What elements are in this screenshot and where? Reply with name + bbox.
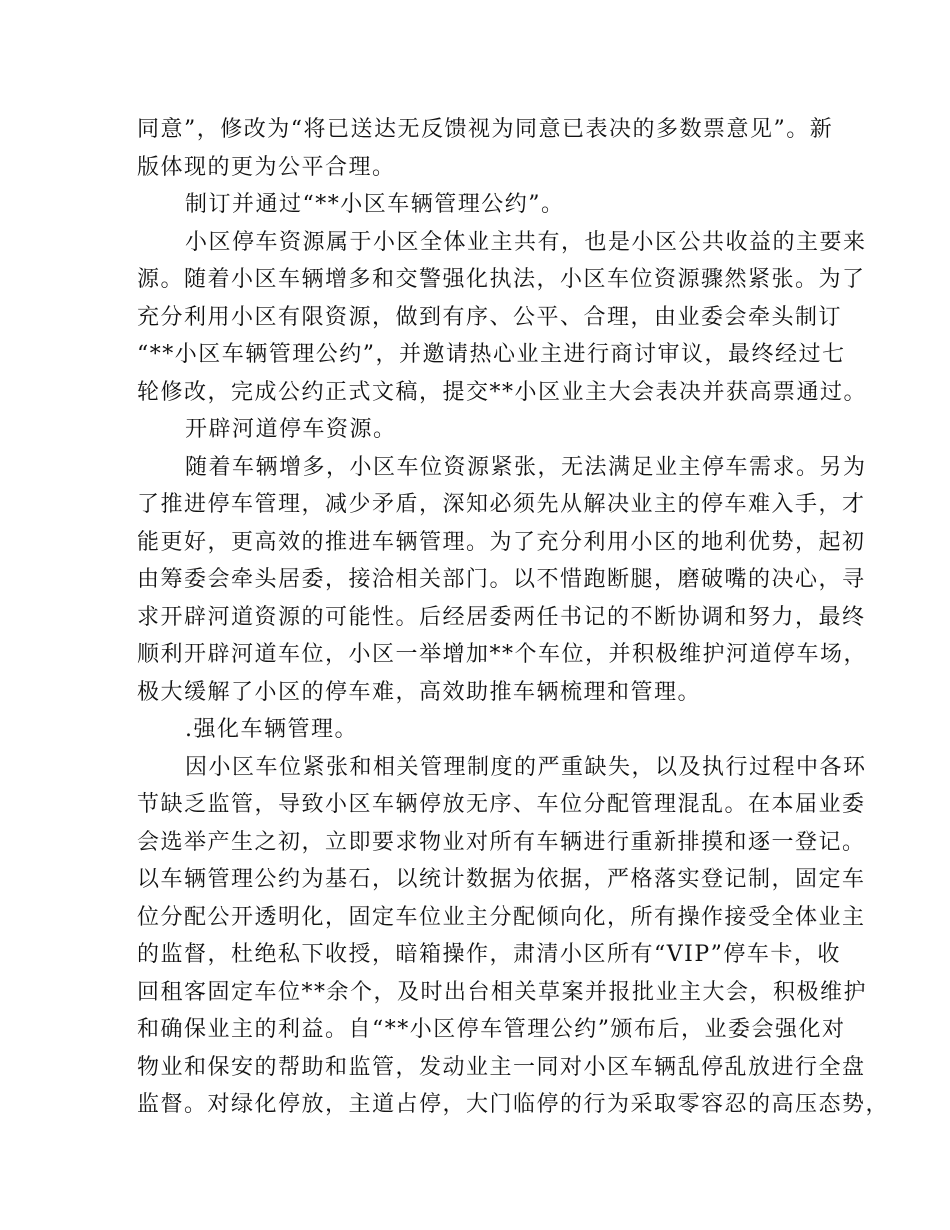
text-line: 因小区车位紧张和相关管理制度的严重缺失，以及执行过程中各环 [185, 754, 867, 780]
text-line: 回租客固定车位**余个，及时出台相关草案并报批业主大会，积极维护 [137, 979, 868, 1005]
text-line: 小区停车资源属于小区全体业主共有，也是小区公共收益的主要来 [185, 229, 867, 255]
document-page [137, 111, 890, 1124]
text-line: 以车辆管理公约为基石，以统计数据为依据，严格落实登记制，固定车 [137, 867, 866, 892]
paragraph [137, 186, 813, 224]
text-line: 监督。对绿化停放，主道占停，大门临停的行为采取零容忍的高压态势， [137, 1092, 890, 1117]
text-line: 顺利开辟河道车位，小区一举增加**个车位，并积极维护河道停车场， [137, 642, 868, 667]
text-line: 版体现的更为公平合理。 [137, 154, 396, 180]
text-line: 随着车辆增多，小区车位资源紧张，无法满足业主停车需求。另为 [185, 454, 867, 480]
text-line: 了推进停车管理，减少矛盾，深知必须先从解决业主的停车难入手，才 [137, 492, 866, 517]
text-line: 源。随着小区车辆增多和交警强化执法，小区车位资源骤然紧张。为了 [137, 267, 866, 292]
text-line: 会选举产生之初，立即要求物业对所有车辆进行重新排摸和逐一登记。 [137, 829, 866, 855]
paragraph [137, 711, 813, 749]
text-line: 位分配公开透明化，固定车位业主分配倾向化，所有操作接受全体业主 [137, 904, 866, 930]
text-line: 节缺乏监管，导致小区车辆停放无序、车位分配管理混乱。在本届业委 [137, 792, 866, 817]
text-line: 充分利用小区有限资源，做到有序、公平、合理，由业委会牵头制订 [137, 304, 843, 330]
paragraph [137, 449, 868, 712]
text-line: 同意”，修改为“将已送达无反馈视为同意已表决的多数票意见”。新 [137, 117, 834, 142]
text-line: .强化车辆管理。 [185, 717, 358, 742]
text-line: 和确保业主的利益。自“**小区停车管理公约”颁布后，业委会强化对 [137, 1017, 846, 1042]
text-line: 制订并通过“**小区车辆管理公约”。 [185, 192, 565, 217]
text-line: 的监督，杜绝私下收授，暗箱操作，肃清小区所有“VIP”停车卡，收 [137, 942, 841, 967]
text-line: 物业和保安的帮助和监管，发动业主一同对小区车辆乱停乱放进行全盘 [137, 1054, 866, 1080]
paragraph [137, 224, 868, 412]
text-line: 求开辟河道资源的可能性。后经居委两任书记的不断协调和努力，最终 [137, 604, 866, 630]
text-line: “**小区车辆管理公约”，并邀请热心业主进行商讨审议，最终经过七 [137, 342, 846, 367]
paragraph [137, 411, 813, 449]
text-line: 能更好，更高效的推进车辆管理。为了充分利用小区的地利优势，起初 [137, 529, 866, 555]
text-line: 由筹委会牵头居委，接洽相关部门。以不惜跑断腿，磨破嘴的决心，寻 [137, 567, 866, 592]
text-line: 轮修改，完成公约正式文稿，提交**小区业主大会表决并获高票通过。 [137, 379, 868, 405]
text-line: 开辟河道停车资源。 [185, 417, 397, 442]
paragraph [137, 111, 834, 186]
paragraph [137, 749, 890, 1124]
text-line: 极大缓解了小区的停车难，高效助推车辆梳理和管理。 [137, 679, 702, 705]
